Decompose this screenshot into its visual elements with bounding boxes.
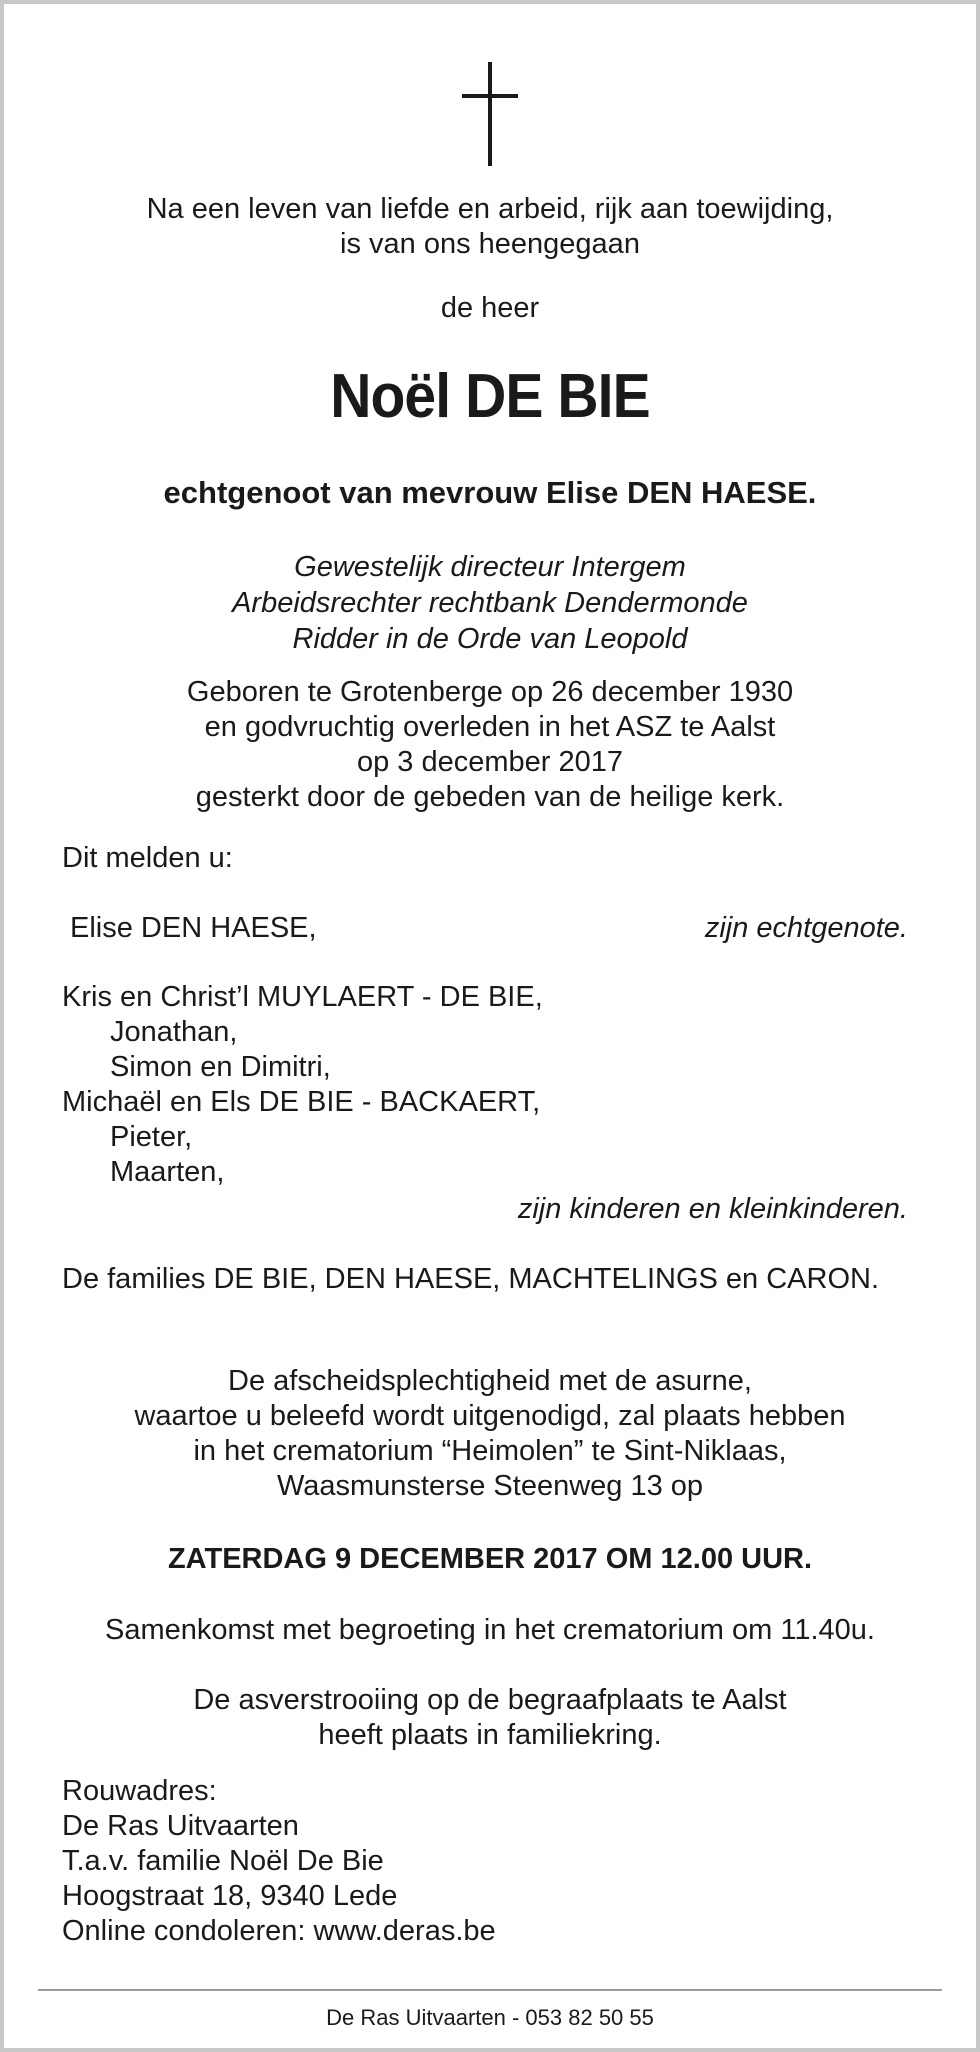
ceremony-line-4: Waasmunsterse Steenweg 13 op [276,1470,704,1502]
spouse-name: Elise DEN HAESE, [70,912,317,944]
spouse-line: echtgenoot van mevrouw Elise DEN HAESE. [163,475,817,510]
title-line-1: Gewestelijk directeur Intergem [294,551,686,583]
birth-death-line-3: op 3 december 2017 [356,746,624,778]
intro-line-1: Na een leven van liefde en arbeid, rijk aan toewijding, [146,193,834,225]
child-line-2: Michaël en Els DE BIE - BACKAERT, [62,1086,541,1118]
title-line-2: Arbeidsrechter rechtbank Dendermonde [232,587,748,619]
birth-death-line-2: en godvruchtig overleden in het ASZ te Aalst [204,711,776,743]
ceremony-line-1: De afscheidsplechtigheid met de asurne, [228,1365,752,1397]
birth-death-line-1: Geboren te Grotenberge op 26 december 1930 [186,676,794,708]
grandchild-line-2: Simon en Dimitri, [110,1051,331,1083]
scattering-line-2: heeft plaats in familiekring. [318,1719,662,1751]
announce-line: Dit melden u: [62,842,233,874]
families-line: De families DE BIE, DEN HAESE, MACHTELINGS en CARON. [62,1263,880,1295]
address-line-2: T.a.v. familie Noël De Bie [62,1845,384,1877]
gathering-line: Samenkomst met begroeting in het crematorium om 11.40u. [105,1614,875,1646]
deceased-name: Noël DE BIE [330,362,650,431]
birth-death-line-4: gesterkt door de gebeden van de heilige kerk. [195,781,785,813]
ceremony-date: ZATERDAG 9 DECEMBER 2017 OM 12.00 UUR. [167,1543,813,1575]
grandchild-line-4: Maarten, [110,1156,225,1188]
child-line-1: Kris en Christ’l MUYLAERT - DE BIE, [62,981,543,1013]
footer-text: De Ras Uitvaarten - 053 82 50 55 [326,2005,654,2030]
scattering-line-1: De asverstrooiing op de begraafplaats te Aalst [193,1684,787,1716]
title-line-3: Ridder in de Orde van Leopold [292,623,688,655]
address-line-1: De Ras Uitvaarten [62,1810,299,1842]
grandchild-line-1: Jonathan, [110,1016,238,1048]
cross-icon [460,62,520,166]
children-relation: zijn kinderen en kleinkinderen. [517,1193,908,1225]
address-line-3: Hoogstraat 18, 9340 Lede [62,1880,398,1912]
salutation: de heer [440,292,540,324]
ceremony-line-2: waartoe u beleefd wordt uitgenodigd, zal plaats hebben [134,1400,846,1432]
address-heading: Rouwadres: [62,1775,217,1807]
intro-line-2: is van ons heengegaan [340,228,640,260]
address-line-4: Online condoleren: www.deras.be [62,1915,496,1947]
ceremony-line-3: in het crematorium “Heimolen” te Sint-Niklaas, [193,1435,787,1467]
footer-divider [38,1989,942,1991]
grandchild-line-3: Pieter, [110,1121,193,1153]
spouse-relation: zijn echtgenote. [704,912,908,944]
